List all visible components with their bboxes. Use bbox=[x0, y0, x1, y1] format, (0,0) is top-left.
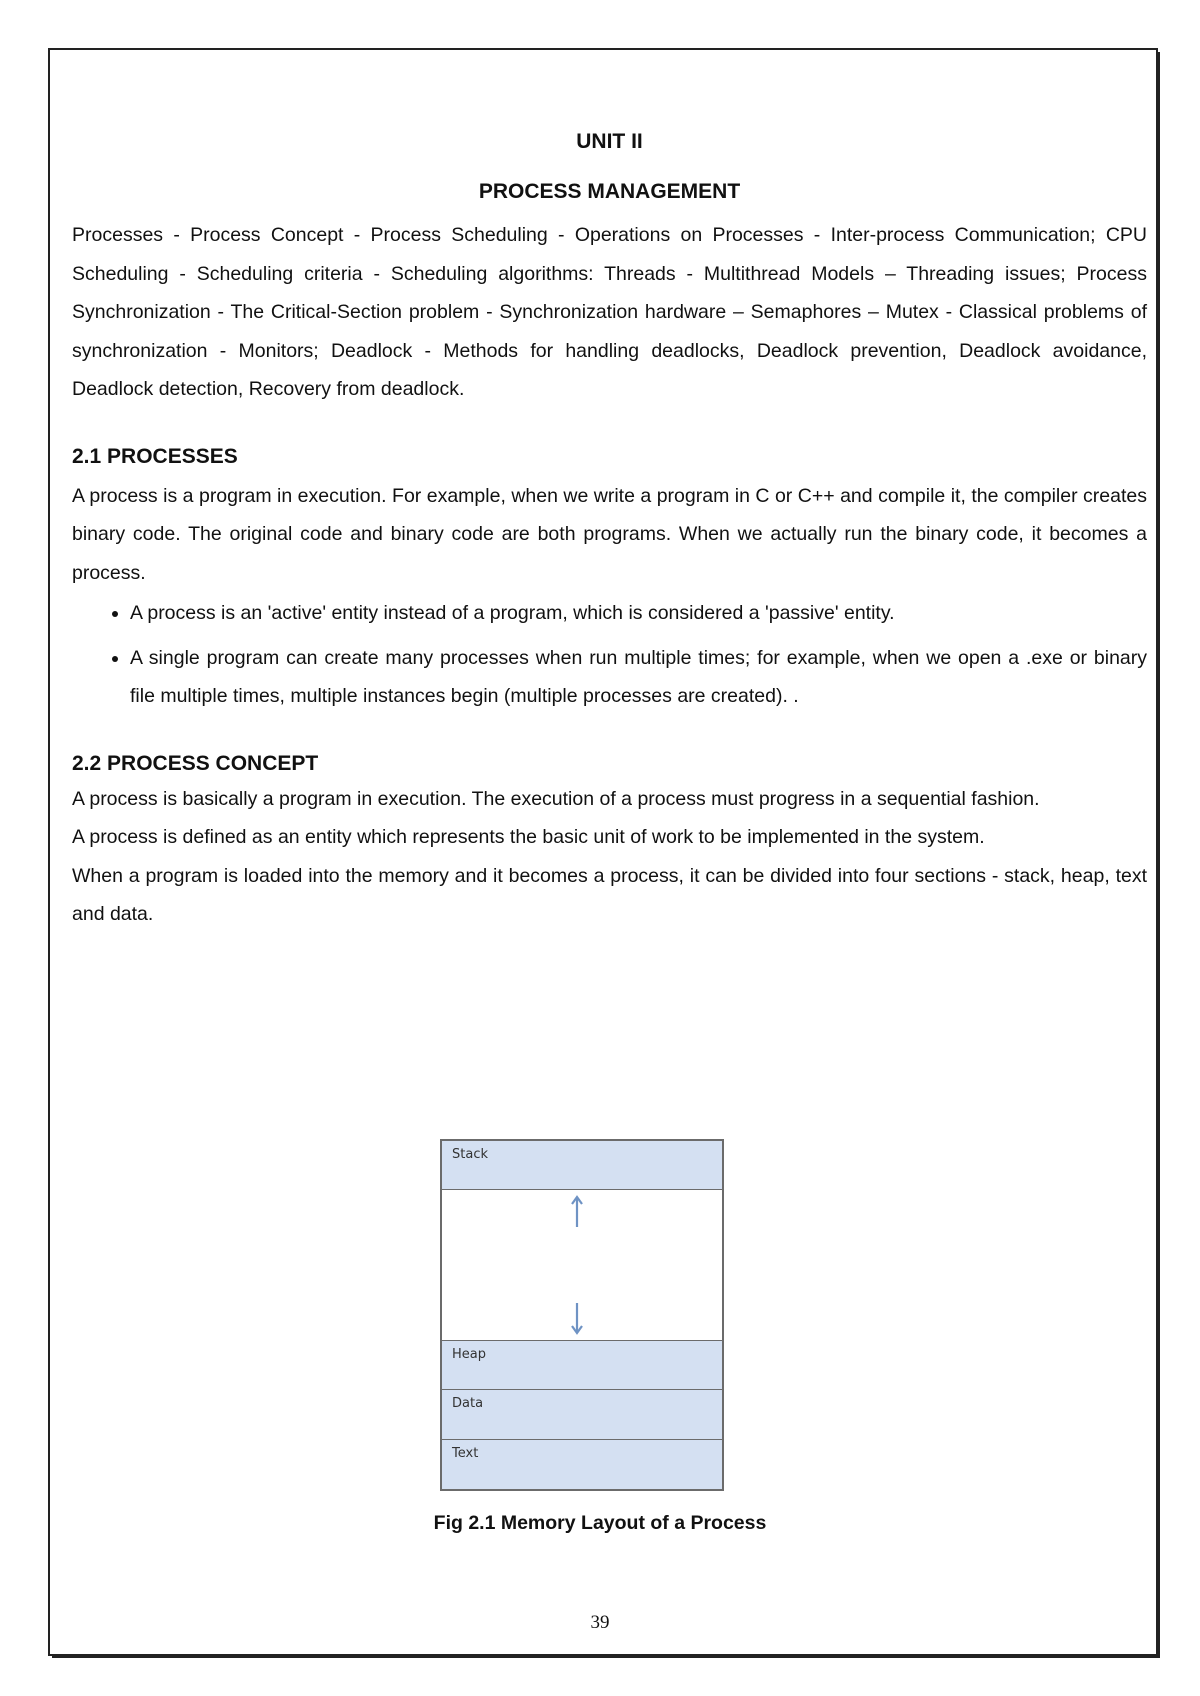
stack-segment bbox=[442, 1141, 722, 1190]
figure-caption: Fig 2.1 Memory Layout of a Process bbox=[433, 1512, 767, 1534]
bullet-item: • A process is an 'active' entity instead of a program, which is considered a 'passive' entity. bbox=[130, 594, 1147, 633]
arrow-up-icon bbox=[570, 1195, 584, 1229]
text-label: Text bbox=[452, 1446, 479, 1461]
bullet-item: • A single program can create many processes when run multiple times; for example, when we open a .exe or binary file multiple times, multiple instances begin (multiple processes are created). . bbox=[130, 639, 1147, 716]
concept-paragraph: When a program is loaded into the memory and it becomes a process, it can be divided into four sections - stack, heap, text and data. bbox=[72, 864, 1147, 925]
page-content bbox=[72, 130, 1147, 934]
stack-label: Stack bbox=[452, 1147, 488, 1162]
section-heading-process-concept: 2.2 PROCESS CONCEPT bbox=[72, 751, 319, 775]
processes-bullet-list bbox=[72, 594, 1147, 716]
section-heading-processes: 2.1 PROCESSES bbox=[72, 444, 238, 468]
chapter-title: PROCESS MANAGEMENT bbox=[478, 180, 741, 203]
unit-title: UNIT II bbox=[576, 130, 643, 153]
heap-segment bbox=[442, 1340, 722, 1390]
data-label: Data bbox=[452, 1396, 484, 1411]
arrow-down-icon bbox=[570, 1301, 584, 1335]
concept-paragraph: A process is basically a program in execution. The execution of a process must progress in a sequential fashion. bbox=[72, 787, 1040, 810]
page-number: 39 bbox=[590, 1612, 610, 1633]
data-segment bbox=[442, 1390, 722, 1440]
memory-layout-diagram bbox=[440, 1139, 724, 1491]
heap-label: Heap bbox=[452, 1347, 486, 1362]
concept-paragraph: A process is defined as an entity which represents the basic unit of work to be implemented in the system. bbox=[72, 826, 985, 848]
syllabus-paragraph: Processes - Process Concept - Process Scheduling - Operations on Processes - Inter-process Communication; CPU Scheduling - Scheduling criteria - Scheduling algorithms: Threads - Multithread Models – Threading issues; Process Synchronization - The Critical-Section problem - Synchronization hardware – Semaphores – Mutex - Classical problems of synchronization - Monitors; Deadlock - Methods for handling deadlocks, Deadlock prevention, Deadlock avoidance, Deadlock detection, Recovery from deadlock. bbox=[72, 224, 1147, 400]
text-segment bbox=[442, 1440, 722, 1489]
processes-paragraph: A process is a program in execution. For example, when we write a program in C or C++ and compile it, the compiler creates binary code. The original code and binary code are both programs. When we actually run the binary code, it becomes a process. bbox=[72, 484, 1147, 584]
